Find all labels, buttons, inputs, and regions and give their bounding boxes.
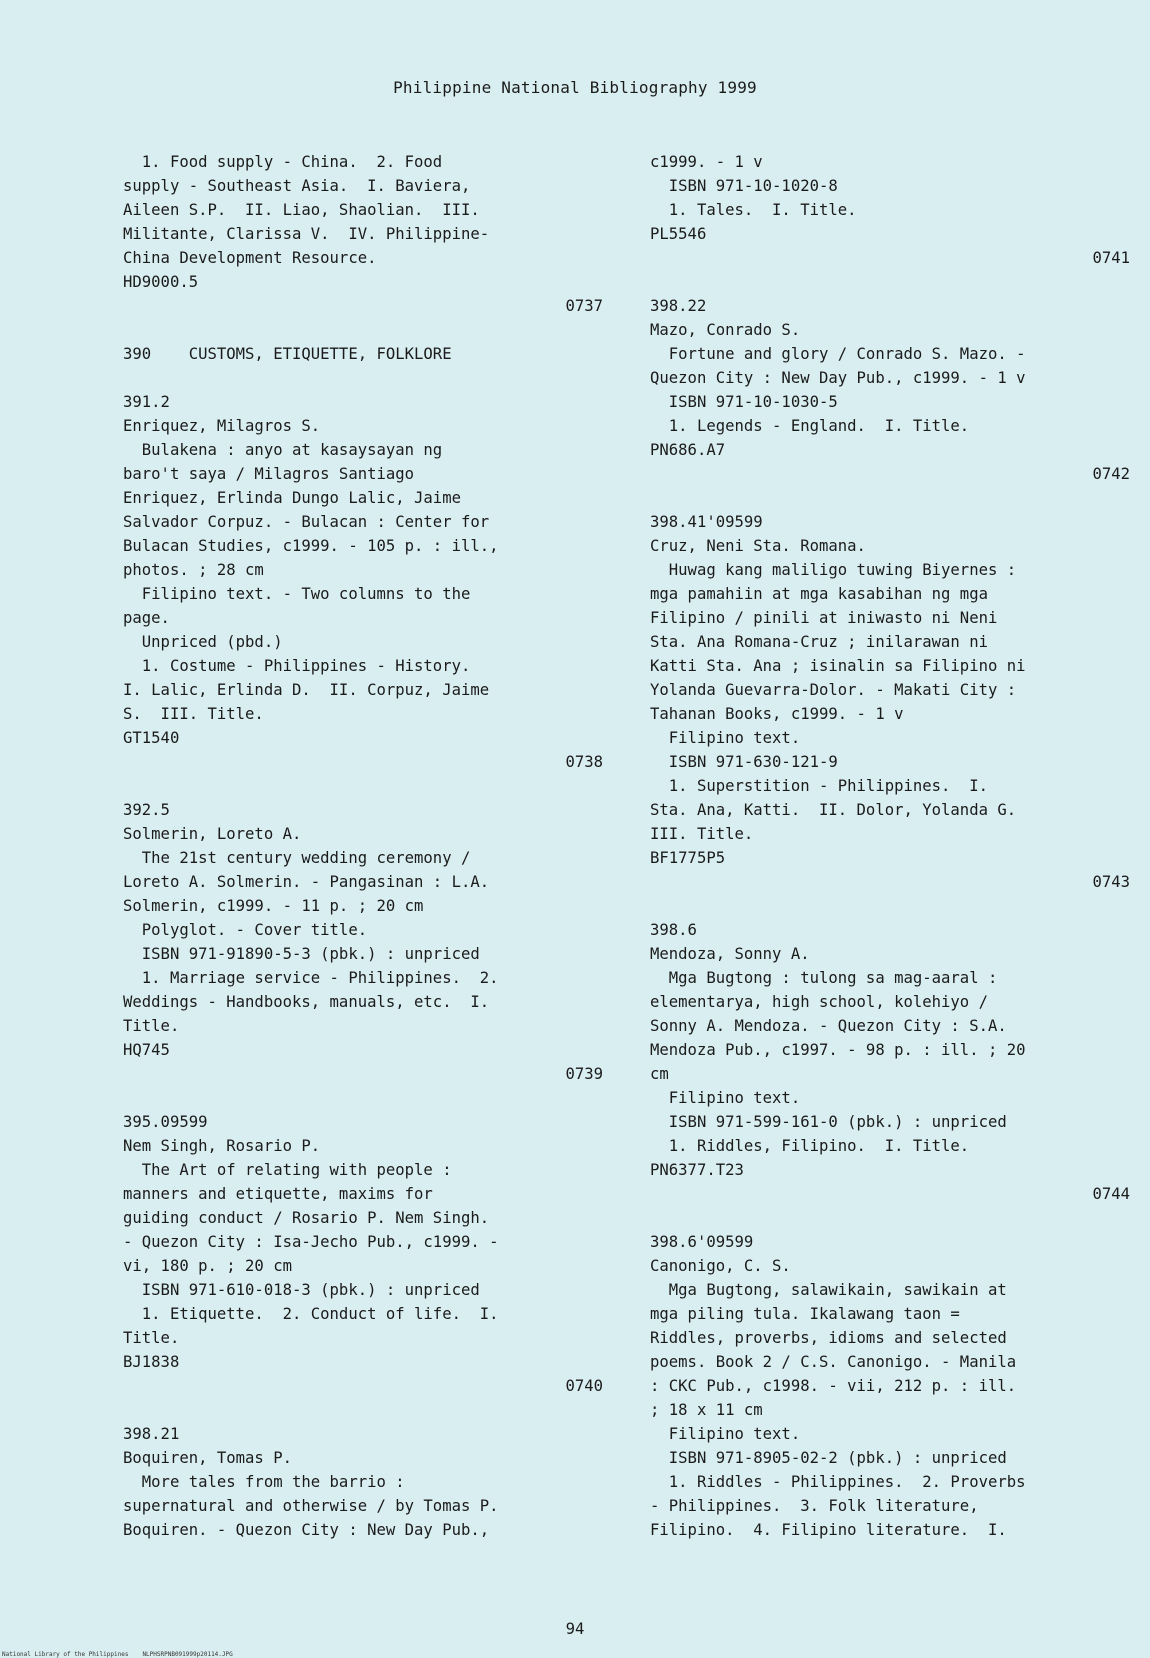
entry-number: 0739: [565, 1065, 603, 1083]
text-line: Aileen S.P. II. Liao, Shaolian. III.: [123, 201, 480, 219]
text-line: 392.5: [123, 801, 170, 819]
text-line: Filipino text.: [650, 1089, 801, 1107]
text-line: HQ745: [123, 1041, 170, 1059]
text-line: : CKC Pub., c1998. - vii, 212 p. : ill.: [650, 1377, 1017, 1395]
text-line: BJ1838: [123, 1353, 180, 1371]
text-line: Canonigo, C. S.: [650, 1257, 791, 1275]
text-line: Filipino / pinili at iniwasto ni Neni: [650, 609, 998, 627]
text-line: Bulakena : anyo at kasaysayan ng: [123, 441, 443, 459]
text-line: - Quezon City : Isa-Jecho Pub., c1999. -: [123, 1233, 499, 1251]
text-line: [123, 1398, 603, 1422]
text-line: GT1540: [123, 729, 180, 747]
text-line: The Art of relating with people :: [123, 1161, 452, 1179]
text-line: 395.09599: [123, 1113, 208, 1131]
page-title: Philippine National Bibliography 1999: [393, 78, 757, 97]
text-line: I. Lalic, Erlinda D. II. Corpuz, Jaime: [123, 681, 490, 699]
text-line: PN686.A7: [650, 441, 726, 459]
text-line: Militante, Clarissa V. IV. Philippine-: [123, 225, 490, 243]
text-line: mga pamahiin at mga kasabihan ng mga: [650, 585, 988, 603]
text-line: Mendoza, Sonny A.: [650, 945, 810, 963]
text-line: [650, 270, 1130, 294]
text-line: Salvador Corpuz. - Bulacan : Center for: [123, 513, 490, 531]
text-line: 1. Etiquette. 2. Conduct of life. I.: [123, 1305, 499, 1323]
entry-number: 0743: [1092, 873, 1130, 891]
text-line: Katti Sta. Ana ; isinalin sa Filipino ni: [650, 657, 1026, 675]
text-line: Nem Singh, Rosario P.: [123, 1137, 321, 1155]
text-line: Solmerin, Loreto A.: [123, 825, 302, 843]
text-line: page.: [123, 609, 170, 627]
footer-source: National Library of the Philippines: [2, 1651, 129, 1658]
text-line: Unpriced (pbd.): [123, 633, 283, 651]
text-line: III. Title.: [650, 825, 754, 843]
text-line: [123, 1086, 603, 1110]
text-line: baro't saya / Milagros Santiago: [123, 465, 415, 483]
text-line: [123, 318, 603, 342]
text-line: Weddings - Handbooks, manuals, etc. I.: [123, 993, 490, 1011]
text-line: 398.41'09599: [650, 513, 763, 531]
text-line: vi, 180 p. ; 20 cm: [123, 1257, 292, 1275]
text-line: manners and etiquette, maxims for: [123, 1185, 433, 1203]
entry-number: 0740: [565, 1377, 603, 1395]
text-line: Quezon City : New Day Pub., c1999. - 1 v: [650, 369, 1026, 387]
entry-number: 0738: [565, 753, 603, 771]
entry-number: 0742: [1092, 465, 1130, 483]
text-line: Yolanda Guevarra-Dolor. - Makati City :: [650, 681, 1017, 699]
text-line: Enriquez, Milagros S.: [123, 417, 321, 435]
text-line: 1. Legends - England. I. Title.: [650, 417, 970, 435]
text-line: 398.22: [650, 297, 707, 315]
text-line: HD9000.5: [123, 273, 199, 291]
right-column: [650, 150, 1130, 1542]
entry-number: 0741: [1092, 249, 1130, 267]
text-line: PL5546: [650, 225, 707, 243]
text-line: [650, 486, 1130, 510]
text-line: More tales from the barrio :: [123, 1473, 405, 1491]
text-line: Huwag kang maliligo tuwing Biyernes :: [650, 561, 1017, 579]
text-line: Cruz, Neni Sta. Romana.: [650, 537, 866, 555]
text-line: ; 18 x 11 cm: [650, 1401, 763, 1419]
text-line: supernatural and otherwise / by Tomas P.: [123, 1497, 499, 1515]
text-line: ISBN 971-599-161-0 (pbk.) : unpriced: [650, 1113, 1007, 1131]
text-line: Sta. Ana, Katti. II. Dolor, Yolanda G.: [650, 801, 1017, 819]
text-line: 398.6'09599: [650, 1233, 754, 1251]
text-line: supply - Southeast Asia. I. Baviera,: [123, 177, 471, 195]
text-line: 1. Costume - Philippines - History.: [123, 657, 471, 675]
text-line: - Philippines. 3. Folk literature,: [650, 1497, 979, 1515]
entry-number: 0737: [565, 297, 603, 315]
text-line: photos. ; 28 cm: [123, 561, 264, 579]
text-line: 398.6: [650, 921, 697, 939]
text-line: BF1775P5: [650, 849, 726, 867]
text-line: 1. Tales. I. Title.: [650, 201, 857, 219]
text-line: Fortune and glory / Conrado S. Mazo. -: [650, 345, 1026, 363]
text-line: Bulacan Studies, c1999. - 105 p. : ill.,: [123, 537, 499, 555]
text-line: 390 CUSTOMS, ETIQUETTE, FOLKLORE: [123, 345, 452, 363]
entry-number: 0744: [1092, 1185, 1130, 1203]
text-line: Mga Bugtong, salawikain, sawikain at: [650, 1281, 1007, 1299]
text-line: [650, 1206, 1130, 1230]
text-line: Boquiren. - Quezon City : New Day Pub.,: [123, 1521, 490, 1539]
page-number: 94: [565, 1620, 585, 1638]
text-line: c1999. - 1 v: [650, 153, 763, 171]
text-line: Riddles, proverbs, idioms and selected: [650, 1329, 1007, 1347]
text-line: China Development Resource.: [123, 249, 377, 267]
text-line: Sonny A. Mendoza. - Quezon City : S.A.: [650, 1017, 1007, 1035]
text-line: Tahanan Books, c1999. - 1 v: [650, 705, 904, 723]
text-line: Filipino text.: [650, 1425, 801, 1443]
text-line: 1. Riddles, Filipino. I. Title.: [650, 1137, 970, 1155]
text-line: The 21st century wedding ceremony /: [123, 849, 471, 867]
text-line: [123, 366, 603, 390]
text-line: PN6377.T23: [650, 1161, 744, 1179]
text-line: Sta. Ana Romana-Cruz ; inilarawan ni: [650, 633, 988, 651]
text-line: ISBN 971-10-1020-8: [650, 177, 838, 195]
text-line: cm: [650, 1065, 669, 1083]
text-line: Filipino text.: [650, 729, 801, 747]
text-line: ISBN 971-8905-02-2 (pbk.) : unpriced: [650, 1449, 1007, 1467]
text-line: [123, 774, 603, 798]
text-line: Mazo, Conrado S.: [650, 321, 801, 339]
text-line: ISBN 971-610-018-3 (pbk.) : unpriced: [123, 1281, 480, 1299]
text-line: Mendoza Pub., c1997. - 98 p. : ill. ; 20: [650, 1041, 1026, 1059]
scan-footer: [2, 1651, 247, 1658]
text-line: [650, 894, 1130, 918]
text-line: Boquiren, Tomas P.: [123, 1449, 292, 1467]
text-line: Title.: [123, 1329, 180, 1347]
left-column: [123, 150, 603, 1542]
text-line: ISBN 971-10-1030-5: [650, 393, 838, 411]
text-line: Polyglot. - Cover title.: [123, 921, 368, 939]
text-line: mga piling tula. Ikalawang taon =: [650, 1305, 960, 1323]
text-line: 1. Marriage service - Philippines. 2.: [123, 969, 499, 987]
text-line: 391.2: [123, 393, 170, 411]
text-line: 398.21: [123, 1425, 180, 1443]
text-line: guiding conduct / Rosario P. Nem Singh.: [123, 1209, 490, 1227]
text-line: 1. Riddles - Philippines. 2. Proverbs: [650, 1473, 1026, 1491]
text-line: Title.: [123, 1017, 180, 1035]
text-line: ISBN 971-630-121-9: [650, 753, 838, 771]
text-line: Enriquez, Erlinda Dungo Lalic, Jaime: [123, 489, 461, 507]
text-line: Mga Bugtong : tulong sa mag-aaral :: [650, 969, 998, 987]
footer-file: NLPHSRPNB091999p20114.JPG: [142, 1651, 233, 1658]
text-line: 1. Food supply - China. 2. Food: [123, 153, 443, 171]
text-line: Solmerin, c1999. - 11 p. ; 20 cm: [123, 897, 424, 915]
text-line: S. III. Title.: [123, 705, 264, 723]
text-line: Loreto A. Solmerin. - Pangasinan : L.A.: [123, 873, 490, 891]
text-line: ISBN 971-91890-5-3 (pbk.) : unpriced: [123, 945, 480, 963]
text-line: Filipino. 4. Filipino literature. I.: [650, 1521, 1007, 1539]
text-line: poems. Book 2 / C.S. Canonigo. - Manila: [650, 1353, 1017, 1371]
text-line: 1. Superstition - Philippines. I.: [650, 777, 988, 795]
text-line: Filipino text. - Two columns to the: [123, 585, 471, 603]
text-line: elementarya, high school, kolehiyo /: [650, 993, 988, 1011]
